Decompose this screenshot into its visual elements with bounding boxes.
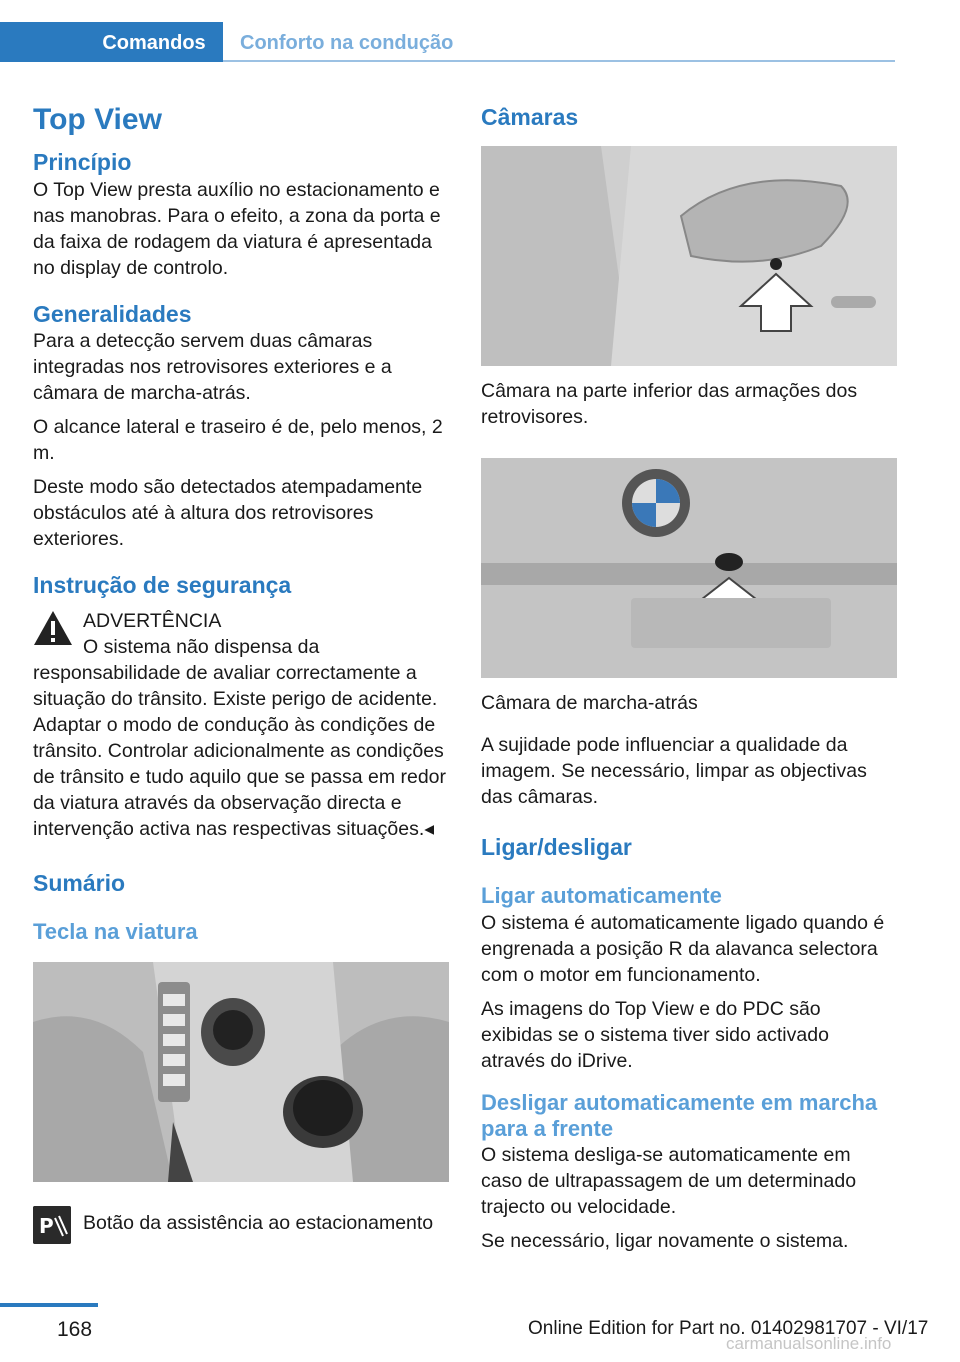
general-paragraph-1: Para a detecção servem duas câmaras integradas nos retrovisores exteriores e a câmara de marcha-atrás. (33, 330, 392, 405)
page-title: Top View (33, 103, 162, 136)
auto-off-paragraph-2: Se necessário, ligar novamente o sistema. (481, 1230, 849, 1253)
auto-on-paragraph-2: As imagens do Top View e do PDC são exibidas se o sistema tiver sido activado através do iDrive. (481, 997, 829, 1072)
button-caption: Botão da assistência ao estacionamento (83, 1211, 434, 1234)
console-photo (33, 962, 449, 1182)
dirt-text: A sujidade pode influenciar a qualidade da imagem. Se necessário, limpar as objectivas das câmaras. (481, 733, 867, 808)
mirror-camera-caption: Câmara na parte inferior das armações dos retrovisores. (481, 379, 858, 428)
parking-assist-button-icon (33, 1206, 71, 1244)
svg-text:P: P (39, 1213, 54, 1238)
tab-comandos[interactable]: Comandos (0, 22, 223, 62)
safety-heading: Instrução de segurança (33, 572, 292, 599)
page-number: 168 (57, 1318, 93, 1341)
button-heading: Tecla na viatura (33, 919, 198, 945)
right-column (481, 96, 897, 1254)
general-heading: Generalidades (33, 300, 192, 327)
footer-accent-line (0, 1303, 98, 1307)
edition-text: Online Edition for Part no. 01402981707 - VI/17 (528, 1318, 929, 1339)
summary-heading: Sumário (33, 869, 126, 896)
auto-off-heading: Desligar automaticamente em marcha para a frente (481, 1089, 878, 1141)
warning-block (33, 608, 449, 634)
principle-heading: Princípio (33, 149, 132, 175)
principle-text: O Top View presta auxílio no estacionamento e nas manobras. Para o efeito, a zona da porta e da faixa de rodagem da viatura é apresentada no display de controlo. (33, 178, 441, 279)
cameras-heading: Câmaras (481, 104, 579, 130)
rear-camera-photo (481, 458, 897, 678)
onoff-heading: Ligar/desligar (481, 833, 632, 860)
warning-label: ADVERTÊNCIA (83, 609, 222, 632)
button-caption-row (33, 1210, 449, 1236)
rear-camera-caption: Câmara de marcha-atrás (481, 691, 698, 714)
auto-on-paragraph-1: O sistema é automaticamente ligado quando é engrenada a posição R da alavanca selectora com o motor em funcionamento. (481, 911, 885, 986)
auto-off-paragraph-1: O sistema desliga-se automaticamente em caso de ultrapassagem de um determinado trajecto ou velocidade. (481, 1144, 857, 1219)
auto-on-heading: Ligar automaticamente (481, 883, 722, 909)
warning-triangle-icon (33, 610, 73, 646)
general-paragraph-3: Deste modo são detectados atempadamente obstáculos até à altura dos retrovisores exteriores. (33, 476, 423, 551)
general-paragraph-2: O alcance lateral e traseiro é de, pelo menos, 2 m. (33, 416, 443, 465)
watermark: carmanualsonline.info (726, 1334, 892, 1353)
header-divider (223, 60, 895, 62)
left-column (33, 96, 449, 1236)
mirror-camera-photo (481, 146, 897, 366)
warning-text: O sistema não dispensa da responsabilidade de avaliar correctamente a situação do trânsito. Existe perigo de acidente. Adaptar o modo de condução às condições de trânsito. Controlar adicionalmente as condições de trânsito e tudo aquilo que se passa em redor da viatura através da observação directa e intervenção activa nas respectivas situações.◂ (33, 635, 447, 840)
tab-conforto-na-conducao[interactable]: Conforto na condução (240, 32, 454, 54)
